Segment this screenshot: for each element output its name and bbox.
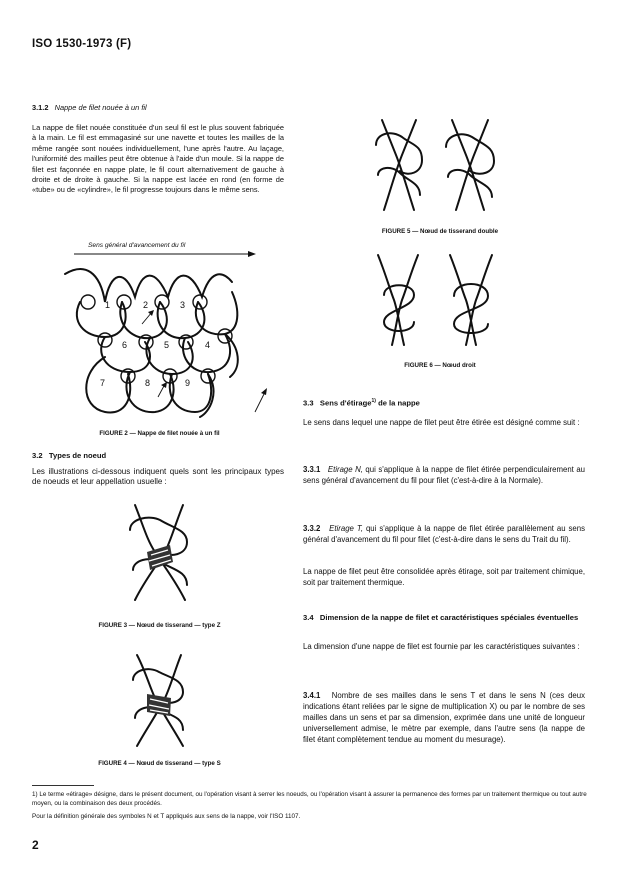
mesh-number: 1 [105,300,111,310]
figure-2-direction-label: Sens général d'avancement du fil [88,242,186,249]
section-3-3-heading [303,398,420,408]
figure-2-direction-arrow [70,250,260,258]
section-number: 3.1.2 [32,103,49,112]
section-3-3-2 [303,523,585,545]
footnote-marker: 1) [371,398,376,404]
mesh-number: 9 [185,378,191,388]
section-3-3-2-paragraph2: La nappe de filet peut être consolidée après étirage, soit par traitement chimique, soit par traitement thermique. [303,567,585,587]
section-number: 3.2 [32,451,43,460]
section-3-2-paragraph: Les illustrations ci-dessous indiquent quels sont les principaux types de noeuds et leur appellation usuelle : [32,467,284,487]
figure-5-knot-diagram [372,115,502,215]
mesh-number: 7 [100,378,106,388]
mesh-number: 5 [164,340,170,350]
section-3-4-1 [303,690,585,745]
mesh-number: 6 [122,340,128,350]
figure-5-caption: FIGURE 5 — Nœud de tisserand double [381,228,499,235]
figure-2-caption: FIGURE 2 — Nappe de filet nouée à un fil [99,430,220,437]
figure-4-caption: FIGURE 4 — Nœud de tisserand — type S [98,760,221,767]
section-title: Dimension de la nappe de filet et caractéristiques spéciales éventuelles [319,613,579,622]
document-header: ISO 1530-1973 (F) [32,38,132,50]
section-title: Types de noeud [48,451,107,460]
figure-6-caption: FIGURE 6 — Nœud droit [404,362,476,369]
page-number: 2 [32,838,39,852]
term: Etirage N, [327,465,363,474]
mesh-number: 2 [143,300,149,310]
footnote-1: 1) Le terme «étirage» désigne, dans le présent document, ou l'opération visant à serrer les noeuds, ou l'opération visant à assurer la permanence des formes par un traitement thermique ou tout autre moyen, ou la combinaison des deux procédés. [32,791,587,807]
section-title-start: Sens d'étirage [319,398,372,408]
figure-3-knot-diagram [125,500,195,605]
term: Etirage T, [329,524,364,533]
section-3-3-paragraph: Le sens dans lequel une nappe de filet peut être étirée est désigné comme suit : [303,418,580,427]
mesh-number: 3 [180,300,186,310]
definition: qui s'applique à la nappe de filet étirée parallèlement au sens général d'avancement du fil pour filet (c'est-à-dire dans le sens du Trait du fil). [303,524,585,544]
section-number: 3.4.1 [303,691,321,700]
section-number: 3.3 [303,398,314,408]
section-3-4-paragraph: La dimension d'une nappe de filet est fournie par les caractéristiques suivantes : [303,642,580,651]
section-number: 3.4 [303,613,314,622]
section-title-end: de la nappe [375,398,420,408]
footnote-rule [32,785,94,786]
figure-2-net-diagram [60,262,275,427]
figure-4-knot-diagram [125,650,195,750]
mesh-number: 8 [145,378,151,388]
section-3-1-2-paragraph: La nappe de filet nouée constituée d'un seul fil est le plus souvent fabriquée à la main. Le fil est emmagasiné sur une navette et toutes les mailles de la même rangée sont nouées individuellement, l'une après l'autre. Au laçage, l'uniformité des mailles peut être obtenue à l'aide d'un moule. Si la nappe de filet est façonnée en nappe plate, le fil court alternativement de gauche à droite et de droite à gauche. Si la nappe est lacée en rond (en forme de «tube» ou de «cylindre», le fil progresse toujours dans le même sens. [32,123,284,195]
definition: qui s'applique à la nappe de filet étirée perpendiculairement au sens général d'avancement du fil pour filet (c'est-à-dire à la Normale). [303,465,586,485]
section-3-4-heading [303,613,585,623]
mesh-number: 4 [205,340,211,350]
section-title: Nappe de filet nouée à un fil [54,103,147,112]
figure-6-knot-diagram [372,250,502,350]
section-3-1-2-heading [32,103,292,113]
section-number: 3.3.1 [303,465,321,474]
section-3-3-1 [303,464,585,486]
section-number: 3.3.2 [303,524,321,533]
footnote-2: Pour la définition générale des symboles N et T appliqués aux sens de la nappe, voir l'ISO 1107. [32,813,301,820]
section-text: Nombre de ses mailles dans le sens T et dans le sens N (ces deux indications étant reliées par le signe de multiplication X) ou par le nombre de ses mailles dans un sens et par sa dimension, exprimée dans une unité de longueur universellement admise, le mètre par exemple, dans l'autre sens (la nappe de filet étant complètement tendue au moment du mesurage). [303,691,585,744]
figure-3-caption: FIGURE 3 — Nœud de tisserand — type Z [98,622,221,629]
section-3-2-heading [32,451,106,460]
